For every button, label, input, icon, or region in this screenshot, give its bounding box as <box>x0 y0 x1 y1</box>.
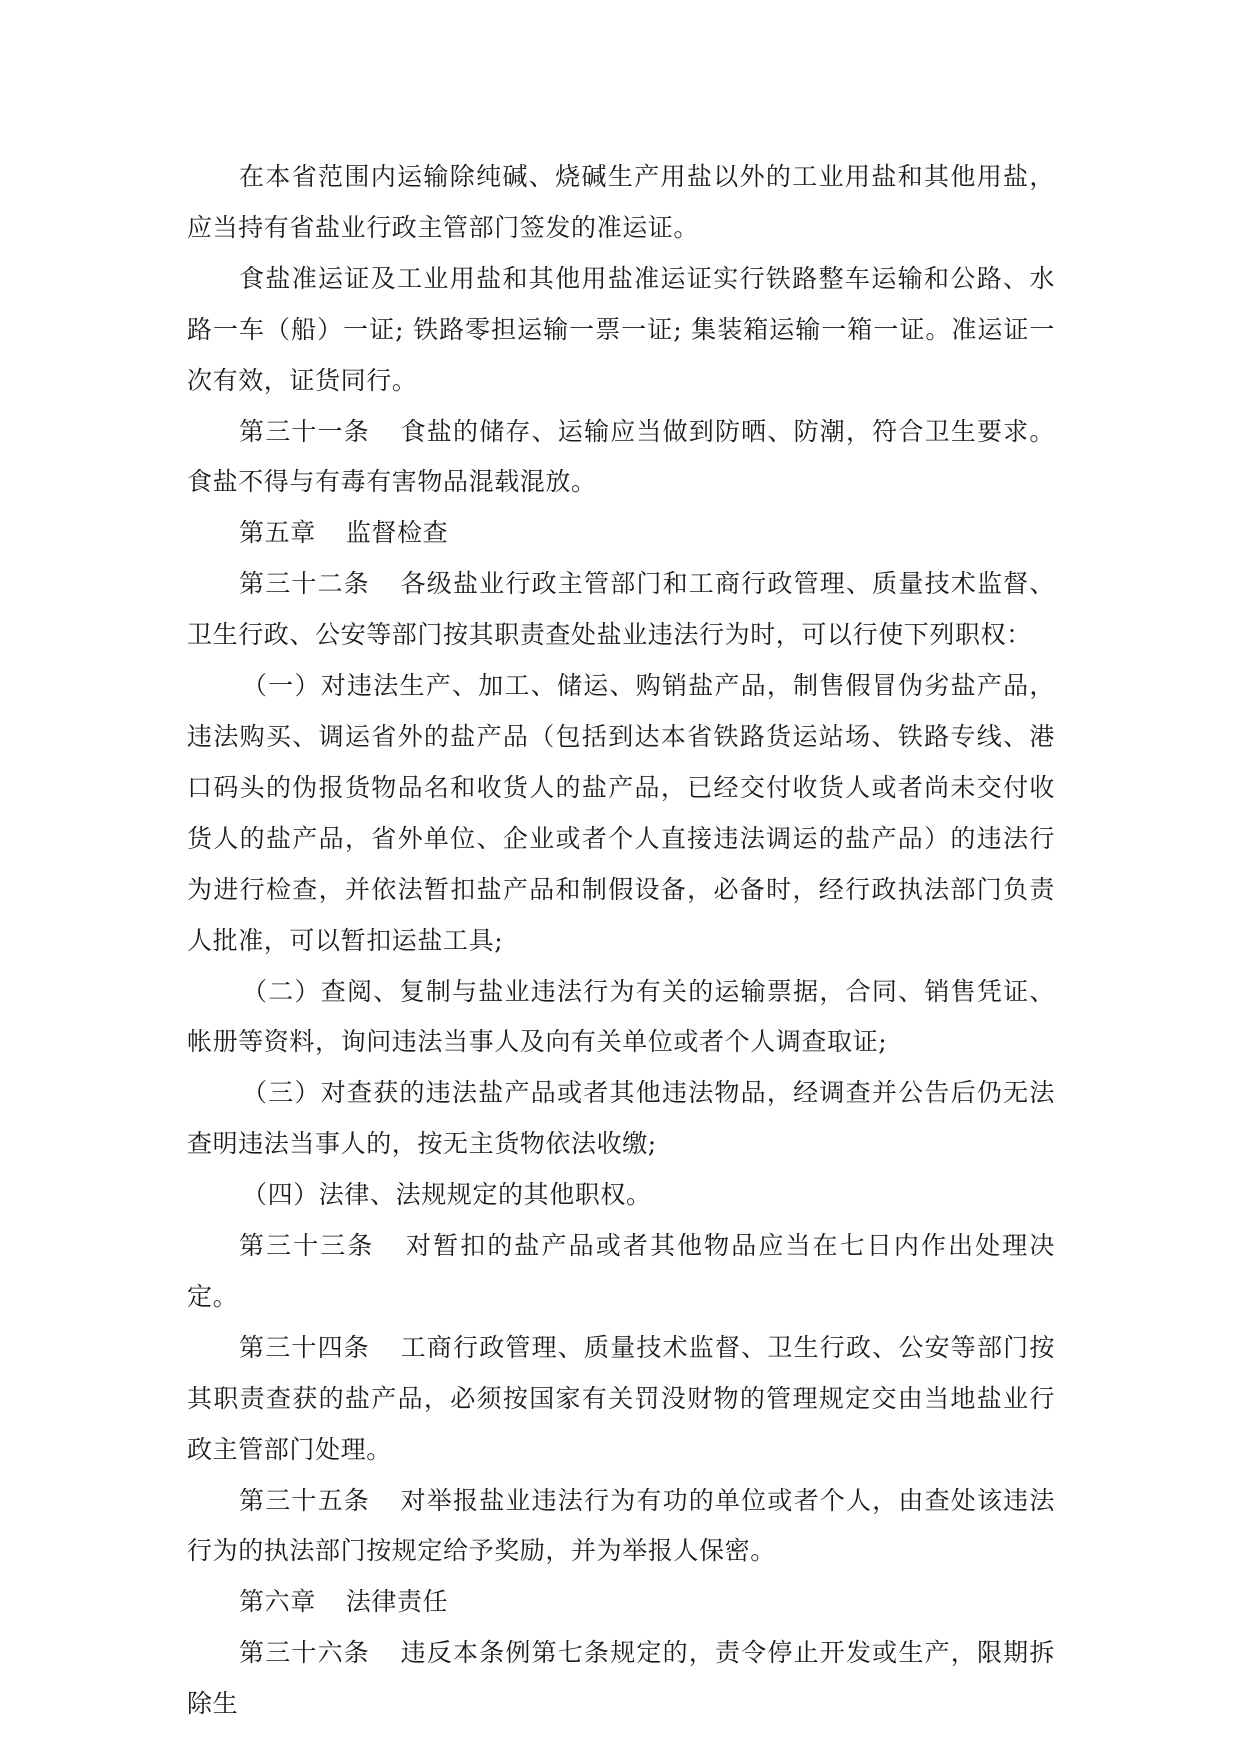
article-heading: 第三十三条 <box>239 1231 375 1261</box>
article-paragraph <box>187 1221 1055 1323</box>
article-paragraph <box>187 1628 1055 1730</box>
chapter-heading <box>187 508 1055 559</box>
chapter-heading <box>187 1577 1055 1628</box>
article-text: 食盐的储存、运输应当做到防晒、防潮，符合卫生要求。食盐不得与有毒有害物品混载混放。 <box>187 416 1055 497</box>
list-item <box>187 661 1055 966</box>
paragraph <box>187 152 1055 254</box>
article-paragraph <box>187 1476 1055 1578</box>
article-heading: 第三十二条 <box>239 569 370 599</box>
article-heading: 第三十六条 <box>239 1638 370 1668</box>
article-text: 对举报盐业违法行为有功的单位或者个人，由查处该违法行为的执法部门按规定给予奖励，并为举报人保密。 <box>187 1485 1055 1566</box>
list-item-text: （二）查阅、复制与盐业违法行为有关的运输票据，合同、销售凭证、帐册等资料，询问违法当事人及向有关单位或者个人调查取证; <box>187 976 1055 1057</box>
article-paragraph <box>187 407 1055 509</box>
article-heading: 第三十五条 <box>239 1485 370 1515</box>
list-item <box>187 1068 1055 1170</box>
list-item-text: （三）对查获的违法盐产品或者其他违法物品，经调查并公告后仍无法查明违法当事人的，按无主货物依法收缴; <box>187 1078 1055 1159</box>
list-item <box>187 967 1055 1069</box>
article-paragraph <box>187 559 1055 661</box>
article-text: 违反本条例第七条规定的，责令停止开发或生产，限期拆除生 <box>187 1638 1055 1719</box>
paragraph-text: 食盐准运证及工业用盐和其他用盐准运证实行铁路整车运输和公路、水路一车（船）一证; 铁路零担运输一票一证; 集装箱运输一箱一证。准运证一次有效，证货同行。 <box>187 263 1055 395</box>
article-heading: 第三十四条 <box>239 1332 370 1362</box>
chapter-title: 监督检查 <box>345 518 449 548</box>
document-body <box>187 152 1055 1730</box>
chapter-number: 第六章 <box>239 1587 316 1617</box>
paragraph-text: 在本省范围内运输除纯碱、烧碱生产用盐以外的工业用盐和其他用盐，应当持有省盐业行政主管部门签发的准运证。 <box>187 162 1055 242</box>
article-text: 对暂扣的盐产品或者其他物品应当在七日内作出处理决定。 <box>187 1231 1055 1311</box>
chapter-title: 法律责任 <box>345 1587 449 1617</box>
article-paragraph <box>187 1323 1055 1476</box>
paragraph <box>187 254 1055 407</box>
article-text: 工商行政管理、质量技术监督、卫生行政、公安等部门按其职责查获的盐产品，必须按国家有关罚没财物的管理规定交由当地盐业行政主管部门处理。 <box>187 1332 1055 1464</box>
list-item-text: （四）法律、法规规定的其他职权。 <box>242 1180 652 1210</box>
article-text: 各级盐业行政主管部门和工商行政管理、质量技术监督、卫生行政、公安等部门按其职责查处盐业违法行为时，可以行使下列职权： <box>187 569 1055 650</box>
list-item-text: （一）对违法生产、加工、储运、购销盐产品，制售假冒伪劣盐产品，违法购买、调运省外的盐产品（包括到达本省铁路货运站场、铁路专线、港口码头的伪报货物品名和收货人的盐产品，已经交付收货人或者尚未交付收货人的盐产品，省外单位、企业或者个人直接违法调运的盐产品）的违法行为进行检查，并依法暂扣盐产品和制假设备，必备时，经行政执法部门负责人批准，可以暂扣运盐工具; <box>187 671 1055 955</box>
chapter-number: 第五章 <box>239 518 316 548</box>
list-item <box>187 1170 1055 1221</box>
article-heading: 第三十一条 <box>239 416 370 446</box>
